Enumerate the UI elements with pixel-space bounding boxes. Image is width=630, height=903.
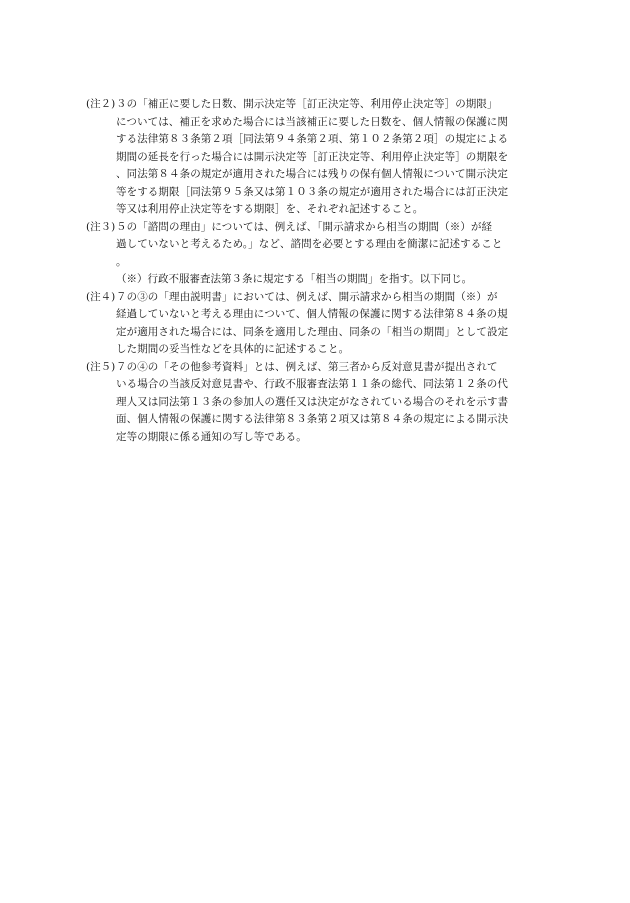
note-line: ５の「諮問の理由」については、例えば、「開示請求から相当の期間（※）が経	[116, 220, 493, 233]
note-line: 等をする期限［同法第９５条又は第１０３条の規定が適用された場合には訂正決定	[116, 185, 509, 198]
note-line: 定等の期限に係る通知の写し等である。	[116, 430, 307, 443]
note-2	[86, 96, 556, 219]
note-line: 、同法第８４条の規定が適用された場合には残りの保有個人情報について開示決定	[116, 168, 508, 180]
note-label: (注３)	[86, 220, 116, 233]
note-line: 定が適用された場合には、同条を適用した理由、同条の「相当の期間」として設定	[116, 325, 509, 338]
note-line: した期間の妥当性などを具体的に記述すること。	[116, 343, 350, 355]
note-label: (注４)	[86, 290, 116, 303]
note-body	[116, 359, 556, 447]
note-line: 期間の延長を行った場合には開示決定等［訂正決定等、利用停止決定等］の期限を	[116, 150, 509, 163]
sub-note: （※）行政不服審査法第３条に規定する「相当の期間」を指す。以下同じ。	[116, 273, 473, 285]
note-line: 等又は利用停止決定等をする期限］を、それぞれ記述すること。	[116, 203, 424, 215]
note-body	[116, 219, 556, 272]
note-label: (注２)	[86, 98, 116, 110]
notes-section	[86, 96, 556, 446]
note-line: 。	[116, 255, 127, 268]
note-body	[116, 289, 556, 359]
note-line: 理人又は同法第１３条の参加人の選任又は決定がなされている場合のそれを示す書	[116, 395, 509, 408]
note-line: ７の③の「理由説明書」においては、例えば、開示請求から相当の期間（※）が	[116, 290, 498, 303]
note-3	[86, 219, 556, 272]
note-line: については、補正を求めた場合には当該補正に要した日数を、個人情報の保護に関	[116, 115, 508, 128]
note-line: いる場合の当該反対意見書や、行政不服審査法第１１条の総代、同法第１２条の代	[116, 378, 508, 390]
note-line: 過していないと考えるため。」など、諮問を必要とする理由を簡潔に記述すること	[116, 238, 503, 250]
note-line: ３の「補正に要した日数、開示決定等［訂正決定等、利用停止決定等］の期限」	[116, 98, 498, 110]
note-line: ７の④の「その他参考資料」とは、例えば、第三者から反対意見書が提出されて	[116, 360, 498, 373]
note-body	[116, 96, 556, 219]
note-5	[86, 359, 556, 447]
note-line: 経過していないと考える理由について、個人情報の保護に関する法律第８４条の規	[116, 308, 508, 320]
note-line: 面、個人情報の保護に関する法律第８３条第２項又は第８４条の規定による開示決	[116, 413, 509, 425]
note-label: (注５)	[86, 360, 116, 373]
note-line: する法律第８３条第２項［同法第９４条第２項、第１０２条第２項］の規定による	[116, 133, 509, 145]
note-4	[86, 289, 556, 359]
